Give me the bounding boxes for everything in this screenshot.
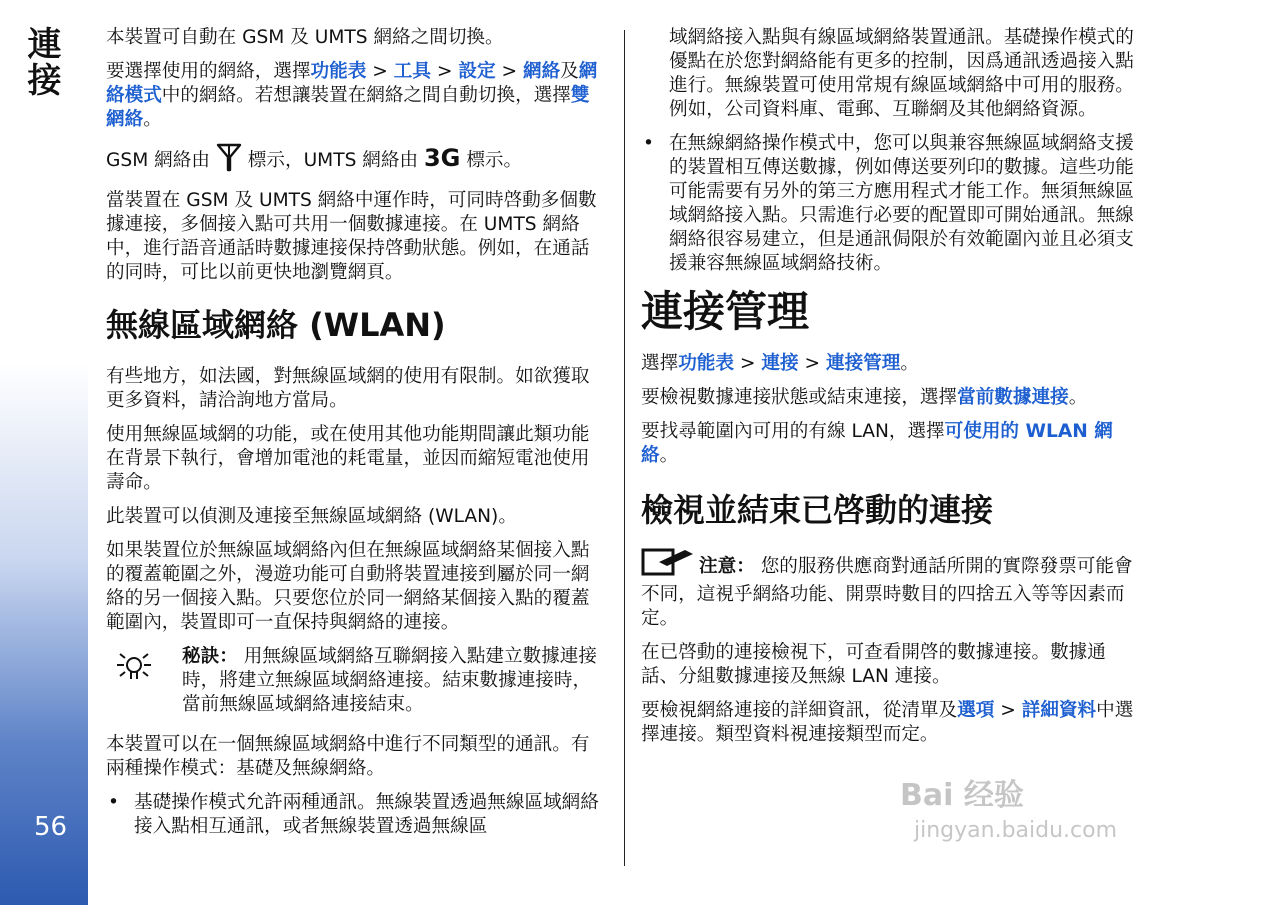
paragraph-details: [641, 699, 1143, 747]
separator: >: [734, 353, 762, 374]
tip-text: [182, 645, 608, 717]
text: 。: [659, 445, 679, 466]
link-menu[interactable]: 功能表: [310, 61, 367, 82]
chapter-title: 連接: [21, 26, 61, 98]
paragraph-multiple-connections: 當裝置在 GSM 及 UMTS 網絡中運作時，可同時啓動多個數據連接，多個接入點可共用一個數據連接。在 UMTS 網絡中，進行語音通話時數據連接保持啓動狀態。例如，在通話的同時，可比以前更快地瀏覽網頁。: [106, 190, 597, 283]
note-pencil-icon: [641, 548, 695, 583]
page-number: 56: [34, 812, 68, 842]
paragraph-active-view: 在已啓動的連接檢視下，可查看開啓的數據連接。數據通話、分組數據連接及無線 LAN 連接。: [641, 642, 1106, 687]
link-options[interactable]: 選項: [957, 700, 995, 721]
tip-label: 秘訣：: [182, 646, 238, 667]
separator: >: [495, 61, 523, 82]
separator: >: [366, 61, 394, 82]
text: 。: [900, 353, 920, 374]
note-text: [641, 548, 1143, 631]
note-body: 您的服務供應商對通話所開的實際發票可能會不同，這視乎網絡功能、開票時數目的四捨五入等等因素而定。: [641, 556, 1133, 629]
separator: >: [994, 700, 1022, 721]
note-label: 注意：: [699, 556, 755, 577]
paragraph-roaming: 如果裝置位於無線區域網絡內但在無線區域網絡某個接入點的覆蓋範圍之外，漫遊功能可自動將裝置連接到屬於同一網絡的另一個接入點。只要您位於同一網絡某個接入點的覆蓋範圍內，裝置即可一直保持與網絡的連接。: [106, 540, 590, 633]
link-connect[interactable]: 連接: [761, 353, 799, 374]
list-item: • 在無線網絡操作模式中，您可以與兼容無線區域網絡支援的裝置相互傳送數據，例如傳送要列印的數據。這些功能可能需要有另外的第三方應用程式才能工作。無須無線區域網絡接入點。只需進行必要的配置即可開始通訊。無線網絡很容易建立，但是通訊侷限於有效範圍內並且必須支援兼容無線區域網絡技術。: [641, 132, 1143, 276]
tip-body: 用無線區域網絡互聯網接入點建立數據連接時，將建立無線區域網絡連接。結束數據連接時，當前無線區域網絡連接結束。: [182, 646, 597, 715]
heading-view-end-connections: 檢視並結束已啓動的連接: [641, 491, 994, 529]
umts-3g-icon: 3G: [423, 144, 461, 172]
paragraph-available-wlan: [641, 420, 1143, 468]
paragraph-network-icons: [106, 142, 608, 179]
lightbulb-icon: [114, 649, 154, 689]
link-active-data-connections[interactable]: 當前數據連接: [957, 387, 1069, 408]
link-dual-network[interactable]: 雙網絡: [106, 85, 590, 130]
left-column: [106, 26, 608, 849]
paragraph-detect: 此裝置可以偵測及連接至無線區域網絡 (WLAN)。: [106, 506, 517, 527]
text: 。: [1068, 387, 1088, 408]
text: GSM 網絡由: [106, 150, 216, 171]
link-network-mode[interactable]: 網絡模式: [106, 61, 598, 106]
link-network[interactable]: 網絡: [522, 61, 561, 82]
paragraph-active-connections: [641, 386, 1143, 410]
text: 標示。: [466, 150, 523, 171]
paragraph-modes: 本裝置可以在一個無線區域網絡中進行不同類型的通訊。有兩種操作模式：基礎及無線網絡。: [106, 734, 590, 779]
text: 及: [560, 61, 579, 82]
text: 。: [143, 109, 162, 130]
watermark-url: jingyan.baidu.com: [914, 818, 1118, 843]
text: 要檢視網絡連接的詳細資訊，從清單及: [641, 700, 958, 721]
bullet-list: [106, 791, 608, 839]
note-box: [641, 548, 1143, 631]
link-details[interactable]: 詳細資料: [1021, 700, 1097, 721]
paragraph-restrictions: 有些地方，如法國，對無線區域網的使用有限制。如欲獲取更多資料，請洽詢地方當局。: [106, 366, 590, 411]
chapter-sidebar: [0, 0, 88, 905]
link-tools[interactable]: 工具: [393, 61, 431, 82]
link-menu[interactable]: 功能表: [678, 353, 734, 374]
gsm-antenna-icon: [216, 142, 242, 179]
separator: >: [798, 353, 827, 374]
link-settings[interactable]: 設定: [458, 61, 496, 82]
text: 選擇: [641, 353, 679, 374]
text: 中選擇連接。類型資料視連接類型而定。: [641, 700, 1134, 745]
right-column: [641, 26, 1143, 757]
paragraph-menu-path: [641, 352, 1143, 376]
link-connection-manager[interactable]: 連接管理: [826, 353, 901, 374]
text: 標示，UMTS 網絡由: [247, 150, 424, 171]
text: 中的網絡。若想讓裝置在網絡之間自動切換，選擇: [161, 85, 571, 106]
bullet-list: [641, 132, 1143, 276]
tip-box: [106, 645, 608, 717]
heading-connection-manager: 連接管理: [641, 287, 810, 336]
paragraph-auto-switch: 本裝置可自動在 GSM 及 UMTS 網絡之間切換。: [106, 27, 504, 48]
separator: >: [430, 61, 459, 82]
column-divider: [624, 30, 625, 866]
text: 要找尋範圍內可用的有線 LAN，選擇: [641, 421, 945, 442]
text: 要選擇使用的網絡，選擇: [106, 61, 311, 82]
paragraph-network-select: [106, 60, 608, 132]
paragraph-battery: 使用無線區域網的功能，或在使用其他功能期間讓此類功能在背景下執行，會增加電池的耗電量，並因而縮短電池使用壽命。: [106, 424, 590, 493]
text: 要檢視數據連接狀態或結束連接，選擇: [641, 387, 958, 408]
bullet-continuation: 域網絡接入點與有線區域網絡裝置通訊。基礎操作模式的優點在於您對網絡能有更多的控制，因爲通訊透過接入點進行。無線裝置可使用常規有線區域網絡中可用的服務。例如，公司資料庫、電郵、互聯網及其他網絡資源。: [669, 27, 1134, 120]
list-item: • 基礎操作模式允許兩種通訊。無線裝置透過無線區域網絡接入點相互通訊，或者無線裝置透過無線區: [106, 791, 608, 839]
watermark-logo: Bai 经验: [900, 778, 1024, 813]
heading-wlan: 無線區域網絡 (WLAN): [106, 306, 446, 344]
link-available-wlan[interactable]: 可使用的 WLAN 網絡: [641, 421, 1113, 466]
